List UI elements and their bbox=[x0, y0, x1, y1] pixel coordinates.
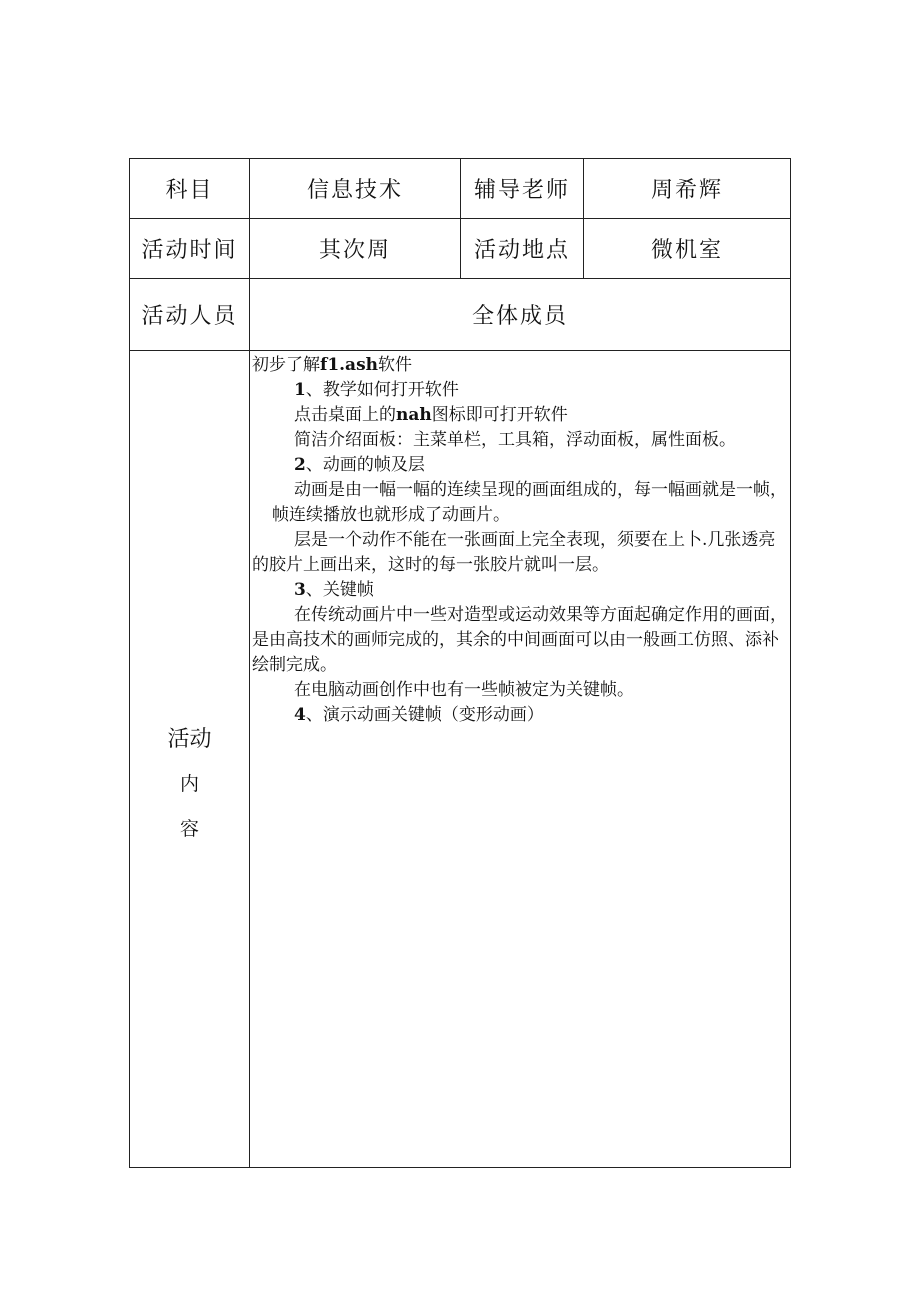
content-label-line1: 活动 bbox=[167, 726, 212, 752]
people-label: 活动人员 bbox=[130, 279, 250, 351]
place-label: 活动地点 bbox=[461, 219, 584, 279]
content-label bbox=[167, 717, 211, 852]
item1-title: 、教学如何打开软件 bbox=[305, 380, 459, 400]
table-row bbox=[130, 159, 791, 219]
item2-title: 、动画的帧及层 bbox=[305, 455, 425, 475]
teacher-value: 周希辉 bbox=[584, 159, 791, 219]
item1-p1-post: 图标即可打开软件 bbox=[431, 405, 568, 425]
item4-number: 4 bbox=[294, 705, 306, 725]
item1-number: 1 bbox=[294, 380, 306, 400]
item1-heading bbox=[252, 378, 788, 403]
subject-value: 信息技术 bbox=[250, 159, 461, 219]
content-label-line2: 内 bbox=[179, 772, 199, 795]
people-value: 全体成员 bbox=[250, 279, 791, 351]
table-row bbox=[130, 279, 791, 351]
intro-bold: f1.ash bbox=[320, 355, 379, 375]
content-label-line3: 容 bbox=[179, 817, 199, 840]
item1-paragraph2: 简洁介绍面板：主菜单栏，工具箱，浮动面板，属性面板。 bbox=[294, 430, 736, 450]
item3-title: 、关键帧 bbox=[305, 580, 374, 600]
content-label-cell bbox=[130, 351, 250, 1168]
activity-record-table bbox=[129, 158, 791, 1168]
item3-paragraph1: 在传统动画片中一些对造型或运动效果等方面起确定作用的画面，是由高技术的画师完成的，其余的中间画面可以由一般画工仿照、添补绘制完成。 bbox=[252, 605, 787, 675]
item3-heading bbox=[252, 578, 788, 603]
item2-paragraph2: 层是一个动作不能在一张画面上完全表现，须要在上卜.几张透亮的胶片上画出来，这时的每一张胶片就叫一层。 bbox=[252, 530, 776, 575]
table-row bbox=[130, 219, 791, 279]
item2-heading bbox=[252, 453, 788, 478]
item2-paragraph1: 动画是由一幅一幅的连续呈现的画面组成的，每一幅画就是一帧，帧连续播放也就形成了动画片。 bbox=[272, 480, 787, 525]
time-label: 活动时间 bbox=[130, 219, 250, 279]
item1-p1-pre: 点击桌面上的 bbox=[294, 405, 396, 425]
time-value: 其次周 bbox=[250, 219, 461, 279]
intro-pre: 初步了解 bbox=[252, 355, 320, 375]
item4-title: 、演示动画关键帧（变形动画） bbox=[305, 705, 544, 725]
intro-line bbox=[252, 353, 788, 378]
content-cell bbox=[250, 351, 791, 1168]
item4-heading bbox=[252, 703, 788, 728]
item2-number: 2 bbox=[294, 455, 306, 475]
table-row bbox=[130, 351, 791, 1168]
place-value: 微机室 bbox=[584, 219, 791, 279]
item3-paragraph2: 在电脑动画创作中也有一些帧被定为关键帧。 bbox=[294, 680, 634, 700]
intro-post: 软件 bbox=[378, 355, 413, 375]
item1-paragraph1 bbox=[252, 403, 788, 428]
item3-number: 3 bbox=[294, 580, 306, 600]
item1-p1-bold: nah bbox=[396, 405, 432, 425]
teacher-label: 辅导老师 bbox=[461, 159, 584, 219]
subject-label: 科目 bbox=[130, 159, 250, 219]
content-body bbox=[250, 351, 790, 728]
